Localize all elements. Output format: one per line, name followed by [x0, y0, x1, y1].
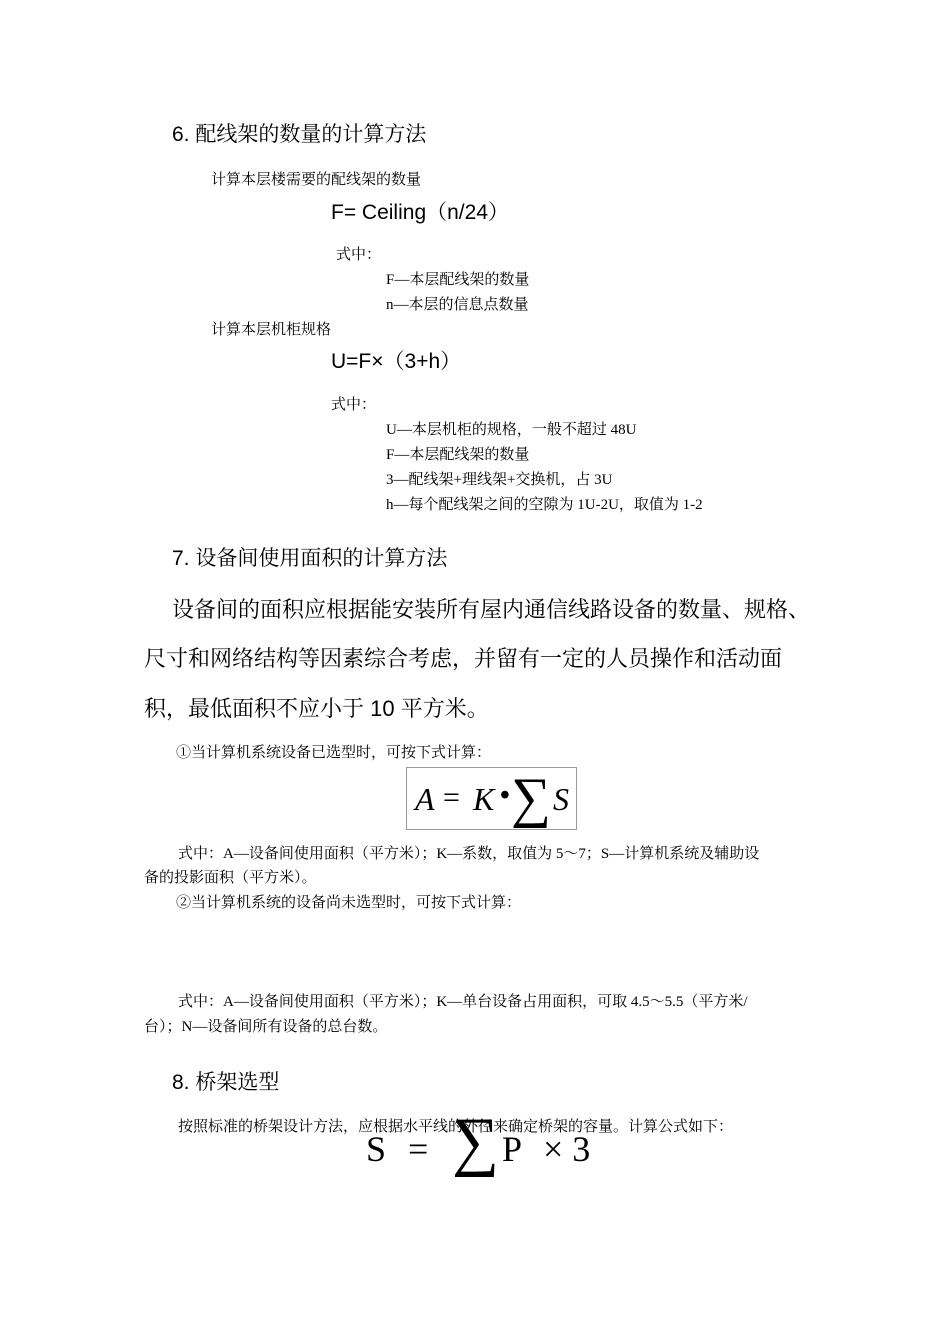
section-7-heading: 7. 设备间使用面积的计算方法: [172, 547, 448, 570]
section-7-paragraph-line-3: 积，最低面积不应小于 10 平方米。: [144, 696, 489, 721]
math-s: S: [553, 781, 569, 817]
definition-f-2: F—本层配线架的数量: [386, 447, 530, 463]
formula-patch-panel: F= Ceiling（n/24）: [331, 201, 509, 224]
tray-formula-sigma: ∑: [452, 1105, 500, 1178]
tray-formula-p: P: [502, 1129, 523, 1169]
case-1-where-line-1: 式中：A—设备间使用面积（平方米）；K—系数，取值为 5～7；S—计算机系统及辅助设: [178, 846, 760, 862]
section-8-intro: 按照标准的桥架设计方法，应根据水平线的外径来确定桥架的容量。计算公式如下：: [178, 1119, 734, 1135]
math-a: A: [415, 781, 435, 817]
case-1-where-line-2: 备的投影面积（平方米）。: [144, 870, 317, 886]
area-formula-image: [406, 767, 577, 830]
tray-formula-times-3: × 3: [543, 1129, 591, 1169]
definition-n: n—本层的信息点数量: [386, 297, 529, 313]
math-equals: =: [443, 781, 460, 814]
section-6-heading: 6. 配线架的数量的计算方法: [172, 123, 427, 146]
section-8-heading: 8. 桥架选型: [172, 1071, 280, 1094]
formula-where-label-2: 式中：: [331, 397, 377, 413]
math-k: K: [473, 781, 495, 817]
case-1-text: ①当计算机系统设备已选型时，可按下式计算：: [176, 745, 492, 761]
math-sigma: ∑: [511, 767, 551, 829]
formula-cabinet: U=F×（3+h）: [331, 350, 462, 373]
section-7-paragraph-line-2: 尺寸和网络结构等因素综合考虑，并留有一定的人员操作和活动面: [144, 646, 783, 671]
definition-f: F—本层配线架的数量: [386, 272, 530, 288]
tray-formula-s: S: [366, 1129, 387, 1169]
definition-3: 3—配线架+理线架+交换机，占 3U: [386, 472, 613, 488]
section-6-intro-cabinet: 计算本层机柜规格: [211, 322, 332, 338]
case-2-where-line-2: 台）；N—设备间所有设备的总台数。: [144, 1019, 388, 1035]
section-7-paragraph-line-1: 设备间的面积应根据能安装所有屋内通信线路设备的数量、规格、: [172, 597, 811, 622]
section-6-intro-floor: 计算本层楼需要的配线架的数量: [211, 172, 422, 188]
case-2-text: ②当计算机系统的设备尚未选型时，可按下式计算：: [176, 895, 522, 911]
math-dot: •: [500, 780, 510, 811]
tray-formula-equals: =: [408, 1129, 429, 1169]
definition-h: h—每个配线架之间的空隙为 1U-2U，取值为 1-2: [386, 497, 703, 513]
definition-u: U—本层机柜的规格，一般不超过 48U: [386, 422, 637, 438]
formula-where-label: 式中：: [336, 247, 382, 263]
case-2-where-line-1: 式中：A—设备间使用面积（平方米）；K—单台设备占用面积，可取 4.5～5.5（平方米/: [178, 994, 748, 1010]
